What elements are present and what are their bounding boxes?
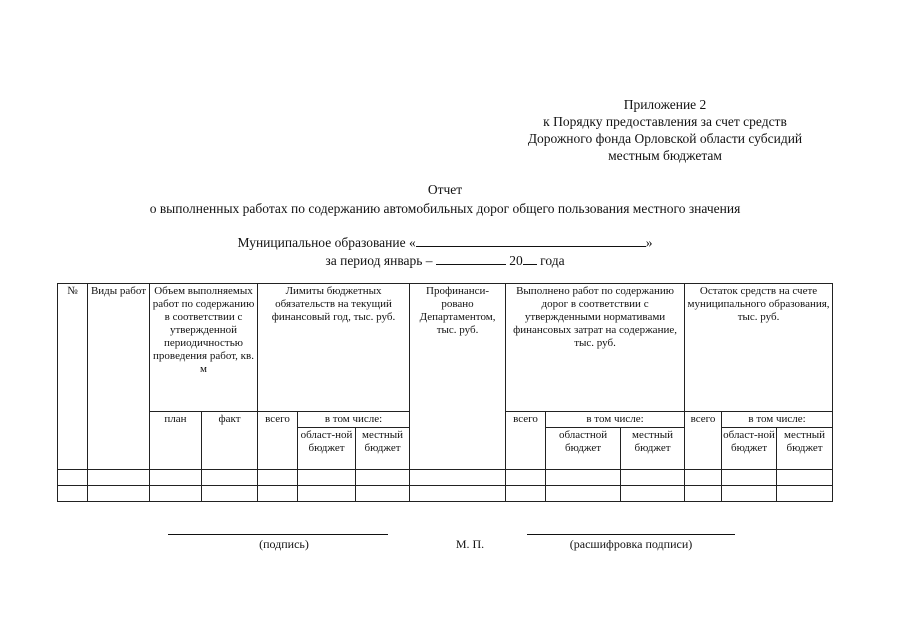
cell[interactable] bbox=[88, 470, 150, 486]
col-header-balance: Остаток средств на счете муниципального образования, тыс. руб. bbox=[685, 284, 833, 412]
col-header-volume: Объем выполняемых работ по содержанию в соответствии с утвержденной периодичностью проведения работ, кв. м bbox=[150, 284, 258, 412]
cell[interactable] bbox=[58, 470, 88, 486]
col-header-num: № bbox=[58, 284, 88, 412]
cell[interactable] bbox=[356, 486, 410, 502]
col-plan: план bbox=[150, 411, 202, 470]
col-header-types: Виды работ bbox=[88, 284, 150, 412]
col-header-financed: Профинанси-ровано Департаментом, тыс. руб. bbox=[410, 284, 506, 412]
appendix-line-3: Дорожного фонда Орловской области субсидий bbox=[527, 131, 803, 146]
col-balance-including: в том числе: bbox=[722, 411, 833, 427]
cell[interactable] bbox=[298, 486, 356, 502]
col-header-completed: Выполнено работ по содержанию дорог в соответствии с утвержденными нормативами финансовых затрат на содержание, тыс. руб. bbox=[506, 284, 685, 412]
cell[interactable] bbox=[410, 486, 506, 502]
period-year: 20 bbox=[509, 253, 523, 268]
col-limits-including: в том числе: bbox=[298, 411, 410, 427]
col-limits-local: местный бюджет bbox=[356, 427, 410, 470]
cell[interactable] bbox=[258, 470, 298, 486]
cell[interactable] bbox=[298, 470, 356, 486]
period-year-field[interactable] bbox=[523, 252, 537, 265]
cell[interactable] bbox=[258, 486, 298, 502]
signature-decode-line[interactable] bbox=[527, 534, 735, 535]
cell[interactable] bbox=[58, 486, 88, 502]
col-completed-regional: областной бюджет bbox=[546, 427, 621, 470]
cell[interactable] bbox=[621, 486, 685, 502]
signature-line[interactable] bbox=[168, 534, 388, 535]
cell[interactable] bbox=[777, 470, 833, 486]
col-completed-including: в том числе: bbox=[546, 411, 685, 427]
cell[interactable] bbox=[150, 486, 202, 502]
col-balance-regional: област-ной бюджет bbox=[722, 427, 777, 470]
period-suffix: года bbox=[540, 253, 565, 268]
signature-label: (подпись) bbox=[259, 537, 309, 551]
col-types-spacer bbox=[88, 411, 150, 427]
cell[interactable] bbox=[202, 470, 258, 486]
table-row bbox=[58, 470, 833, 486]
col-fact: факт bbox=[202, 411, 258, 470]
cell[interactable] bbox=[777, 486, 833, 502]
col-limits-total: всего bbox=[258, 411, 298, 470]
cell[interactable] bbox=[722, 486, 777, 502]
signature-decode-label: (расшифровка подписи) bbox=[569, 537, 693, 551]
header-row-main bbox=[58, 284, 833, 412]
cell[interactable] bbox=[506, 486, 546, 502]
report-title: Отчет bbox=[427, 182, 463, 197]
period-prefix: за период январь – bbox=[325, 253, 433, 268]
col-balance-total: всего bbox=[685, 411, 722, 470]
appendix-line-1: Приложение 2 bbox=[623, 97, 707, 112]
cell[interactable] bbox=[150, 470, 202, 486]
cell[interactable] bbox=[88, 486, 150, 502]
report-table bbox=[57, 283, 833, 502]
table-row bbox=[58, 486, 833, 502]
cell[interactable] bbox=[621, 470, 685, 486]
cell[interactable] bbox=[202, 486, 258, 502]
col-num-spacer bbox=[58, 411, 88, 427]
cell[interactable] bbox=[685, 486, 722, 502]
appendix-line-4: местным бюджетам bbox=[608, 148, 722, 163]
municipal-field[interactable] bbox=[416, 234, 646, 247]
period-month-field[interactable] bbox=[436, 252, 506, 265]
header-row-sub bbox=[58, 411, 833, 427]
cell[interactable] bbox=[546, 486, 621, 502]
col-header-limits: Лимиты бюджетных обязательств на текущий финансовый год, тыс. руб. bbox=[258, 284, 410, 412]
col-num-spacer-2 bbox=[58, 427, 88, 470]
cell[interactable] bbox=[685, 470, 722, 486]
appendix-line-2: к Порядку предоставления за счет средств bbox=[543, 114, 787, 129]
col-balance-local: местный бюджет bbox=[777, 427, 833, 470]
period-line bbox=[0, 252, 890, 269]
cell[interactable] bbox=[506, 470, 546, 486]
col-financed-spacer-2 bbox=[410, 427, 506, 470]
stamp-label: М. П. bbox=[455, 537, 485, 551]
cell[interactable] bbox=[722, 470, 777, 486]
municipal-label: Муниципальное образование « bbox=[237, 235, 416, 250]
municipal-close: » bbox=[645, 235, 653, 250]
cell[interactable] bbox=[546, 470, 621, 486]
cell[interactable] bbox=[356, 470, 410, 486]
municipal-line bbox=[0, 234, 890, 251]
col-completed-local: местный бюджет bbox=[621, 427, 685, 470]
report-subtitle: о выполненных работах по содержанию автомобильных дорог общего пользования местного значения bbox=[149, 201, 741, 216]
col-financed-spacer bbox=[410, 411, 506, 427]
col-limits-regional: област-ной бюджет bbox=[298, 427, 356, 470]
appendix-block bbox=[500, 96, 830, 164]
col-types-spacer-2 bbox=[88, 427, 150, 470]
cell[interactable] bbox=[410, 470, 506, 486]
col-completed-total: всего bbox=[506, 411, 546, 470]
